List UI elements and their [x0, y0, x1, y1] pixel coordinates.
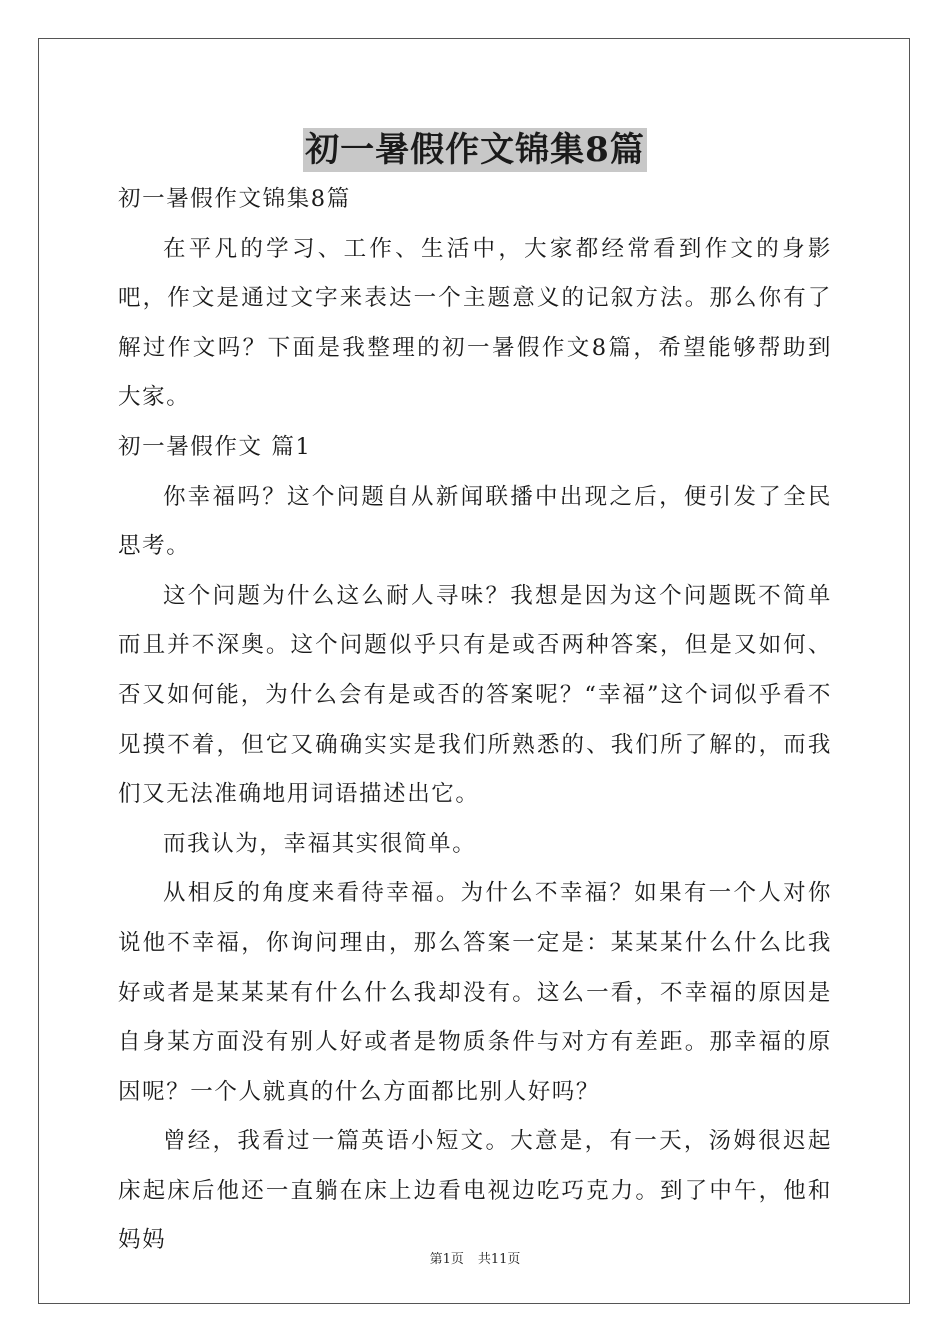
page-footer [0, 1248, 950, 1267]
intro-paragraph: 在平凡的学习、工作、生活中，大家都经常看到作文的身影吧，作文是通过文字来表达一个主题意义的记叙方法。那么你有了解过作文吗？下面是我整理的初一暑假作文8篇，希望能够帮助到大家。 [118, 235, 832, 411]
page-number: 第1页 [429, 1252, 464, 1267]
document-title [0, 128, 950, 172]
section-heading: 初一暑假作文 篇1 [118, 433, 312, 460]
body-paragraph: 而我认为，幸福其实很简单。 [163, 830, 477, 857]
document-body [118, 175, 832, 1266]
body-paragraph: 曾经，我看过一篇英语小短文。大意是，有一天，汤姆很迟起床起床后他还一直躺在床上边看电视边吃巧克力。到了中午，他和妈妈 [118, 1128, 832, 1254]
total-pages: 共11页 [477, 1252, 521, 1267]
body-paragraph: 这个问题为什么这么耐人寻味？我想是因为这个问题既不简单而且并不深奥。这个问题似乎只有是或否两种答案，但是又如何、否又如何能，为什么会有是或否的答案呢？“幸福”这个词似乎看不见摸不着，但它又确确实实是我们所熟悉的、我们所了解的，而我们又无法准确地用词语描述出它。 [118, 582, 832, 808]
subtitle-paragraph: 初一暑假作文锦集8篇 [118, 186, 351, 212]
body-paragraph: 从相反的角度来看待幸福。为什么不幸福？如果有一个人对你说他不幸福，你询问理由，那么答案一定是：某某某什么什么比我好或者是某某某有什么什么我却没有。这么一看，不幸福的原因是自身某方面没有别人好或者是物质条件与对方有差距。那幸福的原因呢？一个人就真的什么方面都比别人好吗？ [118, 880, 832, 1105]
document-title-text: 初一暑假作文锦集8篇 [305, 130, 645, 170]
body-paragraph: 你幸福吗？这个问题自从新闻联播中出现之后，便引发了全民思考。 [118, 483, 832, 560]
